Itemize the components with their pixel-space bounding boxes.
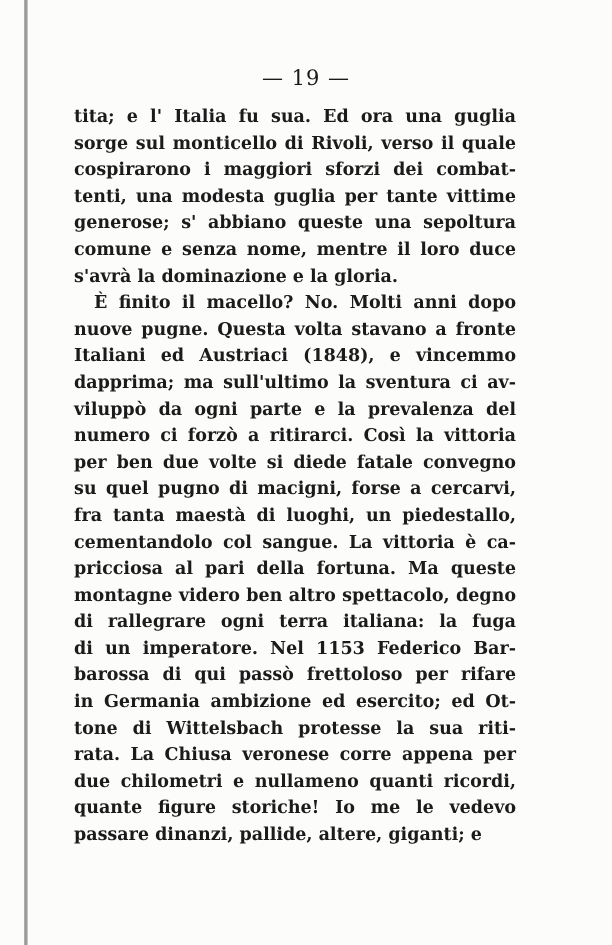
text-line: tenti, una modesta guglia per tante vittime — [74, 186, 516, 207]
page-number: — 19 — — [261, 66, 351, 90]
text-line: due chilometri e nullameno quanti ricordi, — [74, 771, 516, 792]
text-line: dapprima; ma sull'ultimo la sventura ci av- — [74, 372, 516, 393]
text-line: in Germania ambizione ed esercito; ed Ot- — [74, 692, 516, 713]
text-line: quante figure storiche! Io me le vedevo — [74, 798, 516, 819]
text-line: di rallegrare ogni terra italiana: la fuga — [74, 612, 516, 633]
text-line: sorge sul monticello di Rivoli, verso il quale — [74, 133, 516, 154]
text-line: su quel pugno di macigni, forse a cercarvi, — [74, 479, 516, 500]
text-line: cospirarono i maggiori sforzi dei combat- — [74, 160, 516, 181]
text-line: comune e senza nome, mentre il loro duce — [74, 239, 516, 260]
text-line: di un imperatore. Nel 1153 Federico Bar- — [74, 638, 516, 659]
text-line: viluppò da ogni parte e la prevalenza del — [74, 399, 516, 420]
text-line: tone di Wittelsbach protesse la sua riti- — [74, 718, 516, 739]
body-text — [74, 104, 516, 849]
text-line: Italiani ed Austriaci (1848), e vincemmo — [74, 346, 516, 367]
binding-edge — [24, 0, 28, 945]
text-line: generose; s' abbiano queste una sepoltura — [74, 213, 516, 234]
text-line: fra tanta maestà di luoghi, un piedestallo, — [74, 505, 516, 526]
text-line: tita; e l' Italia fu sua. Ed ora una guglia — [74, 107, 516, 127]
text-line: passare dinanzi, pallide, altere, giganti; e — [74, 825, 482, 846]
text-line: montagne videro ben altro spettacolo, degno — [74, 585, 516, 606]
text-line: s'avrà la dominazione e la gloria. — [74, 266, 398, 287]
text-line: nuove pugne. Questa volta stavano a fronte — [74, 319, 516, 340]
text-line: cementandolo col sangue. La vittoria è ca- — [74, 532, 516, 553]
text-line: per ben due volte si diede fatale convegno — [74, 452, 516, 473]
text-line: numero ci forzò a ritirarci. Così la vittoria — [74, 426, 516, 447]
text-line: pricciosa al pari della fortuna. Ma queste — [74, 559, 516, 580]
text-line: rata. La Chiusa veronese corre appena per — [74, 745, 516, 766]
text-line: barossa di qui passò frettoloso per rifare — [74, 665, 516, 686]
text-line: È finito il macello? No. Molti anni dopo — [94, 293, 516, 314]
